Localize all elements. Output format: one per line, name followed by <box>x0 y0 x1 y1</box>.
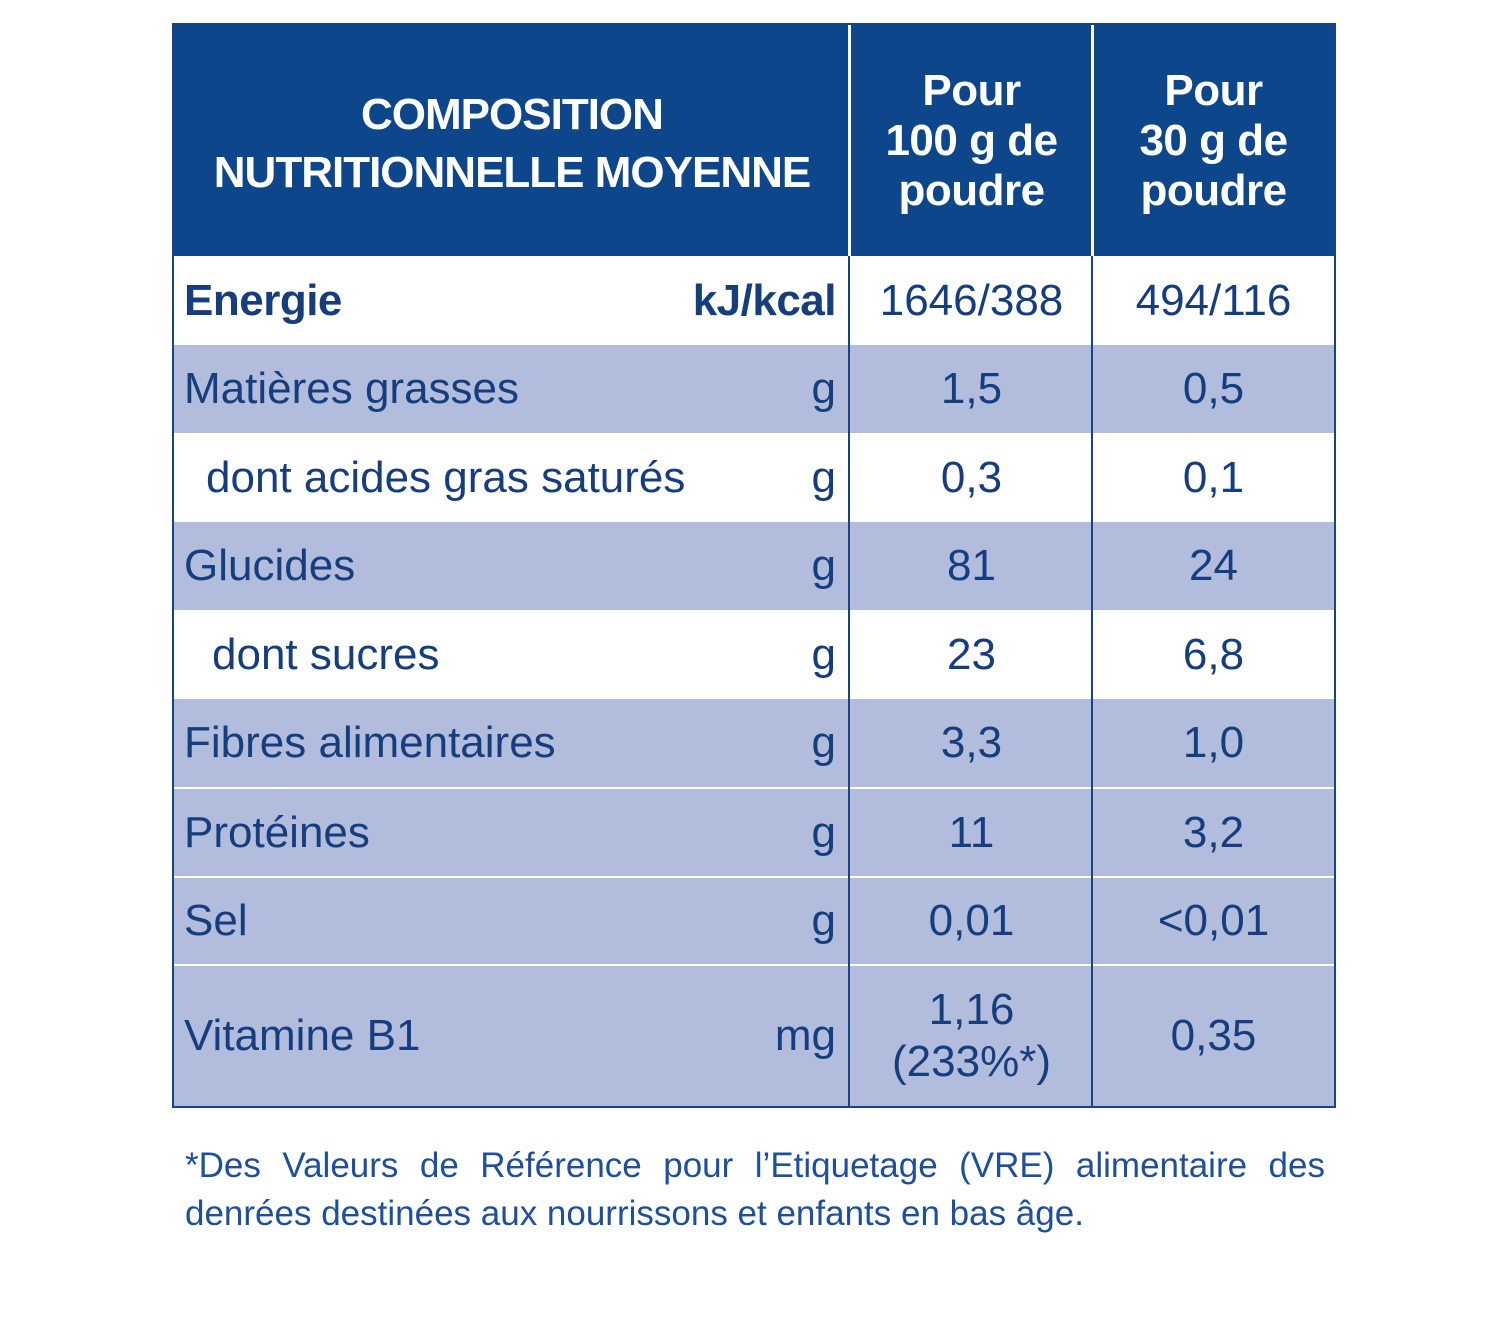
header-title-line1: COMPOSITION <box>361 89 663 139</box>
row-label: Sel <box>184 896 248 945</box>
row-unit: g <box>811 896 836 945</box>
row-value-30g: 24 <box>1189 541 1238 590</box>
row-value-30g: 0,1 <box>1182 452 1245 502</box>
table-row-proteines <box>174 787 1334 876</box>
table-row-glucides <box>174 522 1334 610</box>
header-col-100g-line2: 100 g de <box>885 115 1058 165</box>
header-col-100g-line1: Pour <box>922 65 1021 115</box>
row-unit: g <box>811 452 836 502</box>
row-value-100g-amount: 1,16 <box>928 985 1015 1034</box>
table-row-energie <box>174 256 1334 345</box>
header-col-30g-line1: Pour <box>1164 65 1263 115</box>
row-value-30g: 1,0 <box>1182 718 1245 767</box>
row-value-100g: 23 <box>947 629 996 679</box>
row-label: Glucides <box>184 541 356 590</box>
row-unit: g <box>811 364 836 413</box>
header-col-100g-line3: poudre <box>898 165 1045 215</box>
row-value-100g: 0,3 <box>940 452 1003 502</box>
row-value-30g: 494/116 <box>1135 275 1292 325</box>
row-label: Protéines <box>184 807 370 857</box>
footnote: *Des Valeurs de Référence pour l’Etiquetage (VRE) alimentaire des denrées destinées aux nourrissons et enfants en bas âge. <box>185 1146 1325 1233</box>
row-value-100g: 81 <box>947 541 996 590</box>
row-value-100g: 3,3 <box>940 718 1003 767</box>
row-value-100g: 1646/388 <box>879 275 1064 325</box>
row-unit: g <box>811 629 836 679</box>
row-label: Vitamine B1 <box>184 1011 421 1060</box>
row-unit: g <box>811 807 836 857</box>
row-value-30g: 0,35 <box>1170 1011 1257 1060</box>
row-label: Energie <box>184 275 342 325</box>
row-value-30g: 3,2 <box>1182 807 1245 857</box>
row-value-30g: 0,5 <box>1182 364 1245 413</box>
row-label: Matières grasses <box>184 364 520 413</box>
row-label: Fibres alimentaires <box>184 718 556 767</box>
row-value-100g <box>850 966 1093 1106</box>
column-divider <box>848 256 850 1106</box>
row-value-30g: <0,01 <box>1157 896 1270 945</box>
row-unit: g <box>811 541 836 590</box>
row-value-100g: 0,01 <box>928 896 1015 945</box>
table-row-sucres <box>174 610 1334 699</box>
header-title <box>174 25 850 256</box>
row-unit: mg <box>774 1011 836 1060</box>
header-col-30g <box>1093 25 1334 256</box>
header-col-30g-line3: poudre <box>1140 165 1287 215</box>
nutrition-table <box>172 23 1336 1108</box>
table-row-fibres <box>174 699 1334 787</box>
table-row-matieres-grasses <box>174 345 1334 433</box>
row-value-100g: 1,5 <box>940 364 1003 413</box>
column-divider <box>1091 256 1093 1106</box>
row-label: dont acides gras saturés <box>206 452 686 502</box>
row-value-30g: 6,8 <box>1182 629 1245 679</box>
table-row-vitamine-b1 <box>174 964 1334 1106</box>
table-row-sel <box>174 876 1334 964</box>
table-row-acides-gras-satures <box>174 433 1334 522</box>
row-value-100g: 11 <box>948 807 995 857</box>
row-unit: g <box>811 718 836 767</box>
table-header <box>174 25 1334 256</box>
row-unit: kJ/kcal <box>692 275 836 325</box>
header-title-line2: NUTRITIONNELLE MOYENNE <box>213 147 811 197</box>
row-label: dont sucres <box>212 629 440 679</box>
header-col-30g-line2: 30 g de <box>1139 115 1288 165</box>
header-col-100g <box>850 25 1093 256</box>
row-value-100g-note: (233%*) <box>892 1037 1051 1086</box>
